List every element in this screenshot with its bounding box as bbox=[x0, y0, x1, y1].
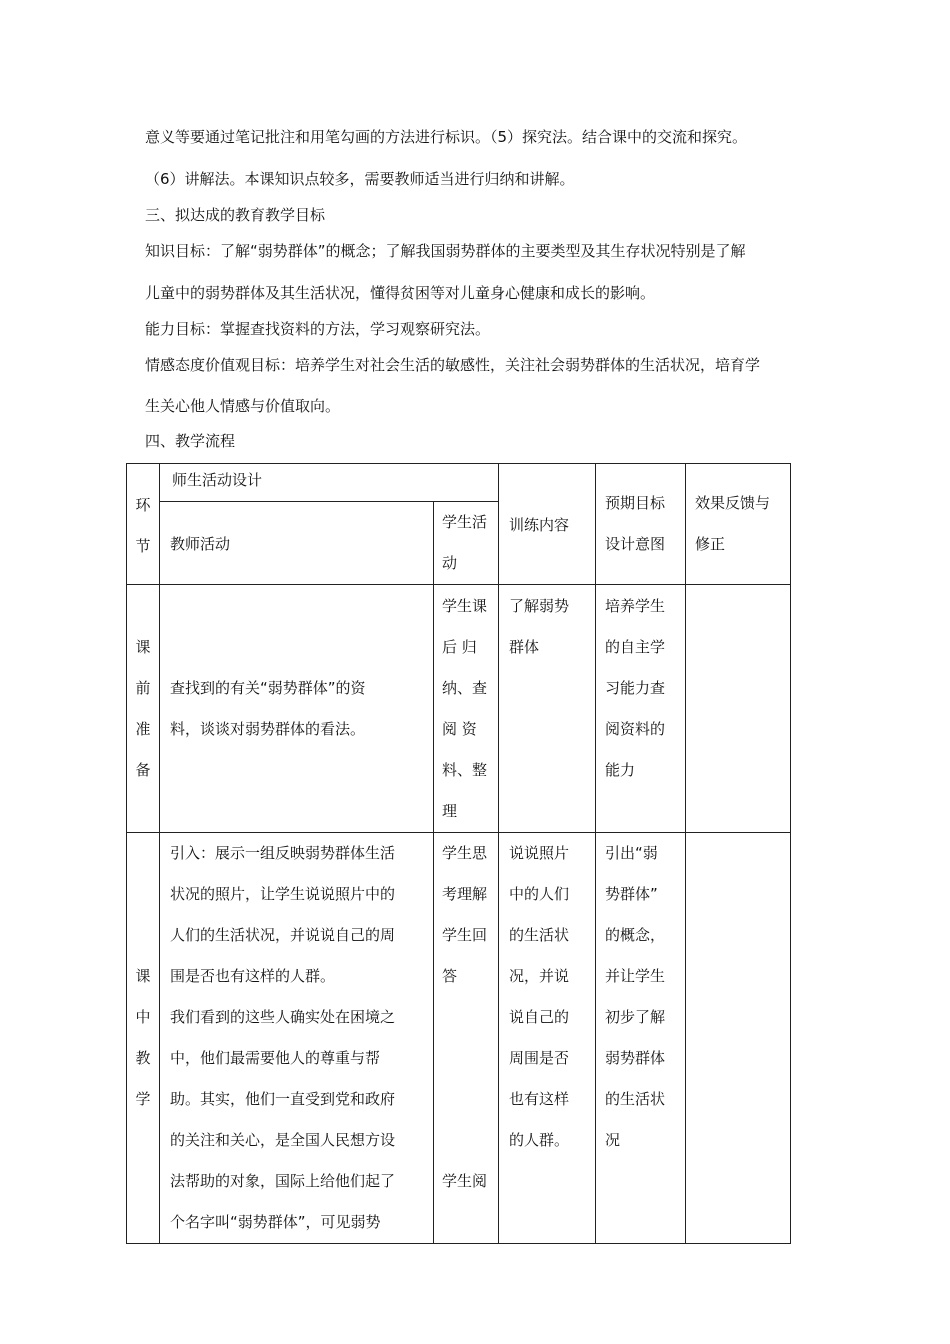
paragraph-knowledge-goal-2: 儿童中的弱势群体及其生活状况，懂得贫困等对儿童身心健康和成长的影响。 bbox=[145, 284, 656, 302]
header-teacher: 教师活动 bbox=[160, 502, 434, 585]
paragraph-ability-goal: 能力目标：掌握查找资料的方法，学习观察研究法。 bbox=[145, 320, 491, 338]
paragraph-knowledge-goal-1: 知识目标：了解“弱势群体”的概念；了解我国弱势群体的主要类型及其生存状况特别是了解 bbox=[145, 242, 746, 260]
student-activity-class: 学生思 考理解 学生回 答 学生阅 bbox=[434, 833, 499, 1244]
section-heading-goals: 三、拟达成的教育教学目标 bbox=[145, 206, 326, 224]
section-heading-flow: 四、教学流程 bbox=[145, 432, 236, 450]
header-student: 学生活 动 bbox=[434, 502, 499, 585]
header-training: 训练内容 bbox=[499, 464, 596, 585]
paragraph-emotion-goal-1: 情感态度价值观目标：培养学生对社会生活的敏感性，关注社会弱势群体的生活状况，培育学 bbox=[145, 356, 761, 374]
header-feedback: 效果反馈与 修正 bbox=[686, 464, 791, 585]
training-content-class: 说说照片 中的人们 的生活状 况，并说 说自己的 周围是否 也有这样 的人群。 bbox=[499, 833, 596, 1244]
paragraph-emotion-goal-2: 生关心他人情感与价值取向。 bbox=[145, 397, 341, 415]
paragraph-methods-1: 意义等要通过笔记批注和用笔勾画的方法进行标识。（5）探究法。结合课中的交流和探究。 bbox=[145, 128, 748, 146]
goal-prep: 培养学生 的自主学 习能力查 阅资料的 能力 bbox=[596, 585, 686, 833]
training-content-prep: 了解弱势 群体 bbox=[499, 585, 596, 833]
paragraph-methods-2: （6）讲解法。本课知识点较多，需要教师适当进行归纳和讲解。 bbox=[145, 170, 575, 188]
teacher-activity-class: 引入：展示一组反映弱势群体生活 状况的照片，让学生说说照片中的 人们的生活状况，并说说自己的周 围是否也有这样的人群。 我们看到的这些人确实处在困境之 中，他们最需要他人的尊重与帮 助。其实，他们一直受到党和政府 的关注和关心，是全国人民想方设 法帮助的对象，国际上给他们起了 个名字叫“弱势群体”，可见弱势 bbox=[160, 833, 434, 1244]
table-header-row bbox=[127, 464, 791, 502]
student-activity-prep: 学生课 后 归 纳、查 阅 资 料、整 理 bbox=[434, 585, 499, 833]
header-design: 师生活动设计 bbox=[160, 464, 499, 502]
teaching-flow-table bbox=[126, 463, 791, 1244]
stage-prep: 课 前 准 备 bbox=[127, 585, 160, 833]
header-stage: 环 节 bbox=[127, 464, 160, 585]
feedback-class bbox=[686, 833, 791, 1244]
table-row-class bbox=[127, 833, 791, 1244]
teacher-activity-prep: 查找到的有关“弱势群体”的资 料，谈谈对弱势群体的看法。 bbox=[160, 585, 434, 833]
stage-class: 课 中 教 学 bbox=[127, 833, 160, 1244]
goal-class: 引出“弱 势群体” 的概念， 并让学生 初步了解 弱势群体 的生活状 况 bbox=[596, 833, 686, 1244]
feedback-prep bbox=[686, 585, 791, 833]
table-row-prep bbox=[127, 585, 791, 833]
header-goal: 预期目标 设计意图 bbox=[596, 464, 686, 585]
